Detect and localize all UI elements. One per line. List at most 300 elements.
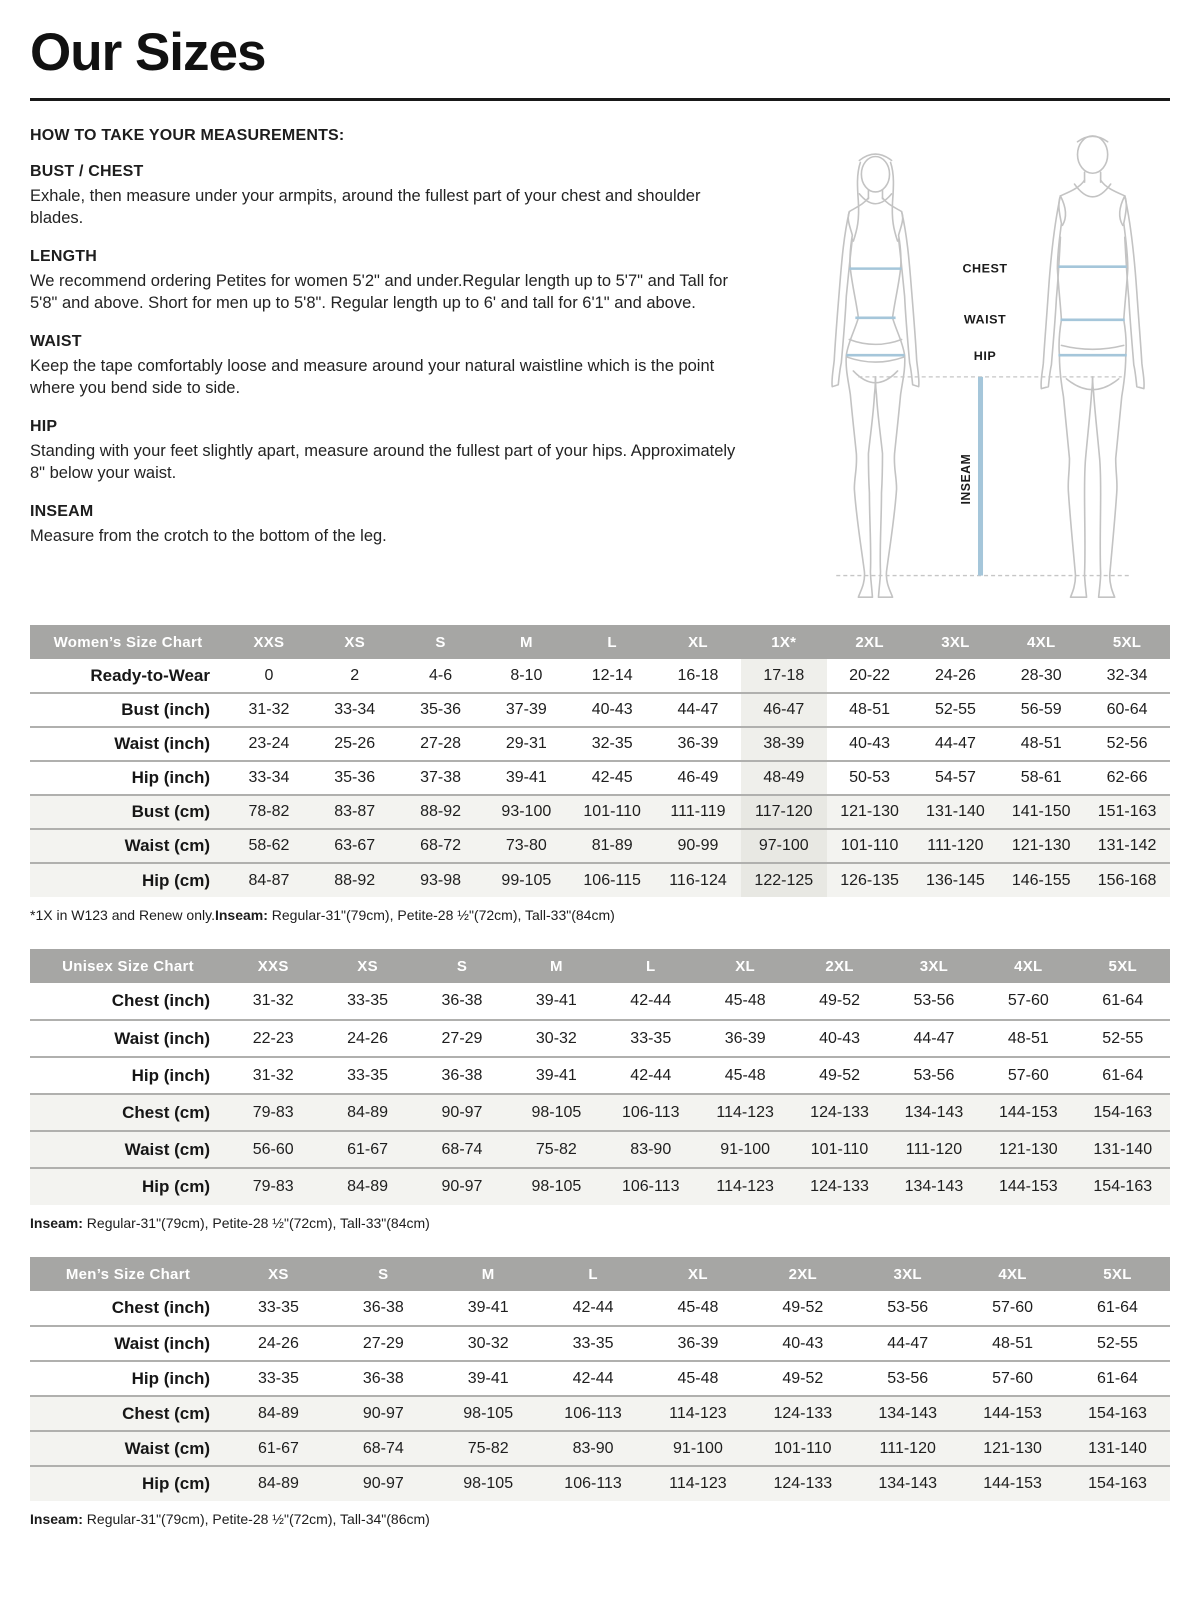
size-cell: 52-55 <box>913 693 999 727</box>
section-body: Measure from the crotch to the bottom of the leg. <box>30 526 387 545</box>
size-cell: 39-41 <box>535 992 577 1009</box>
size-column-header: L <box>604 949 698 983</box>
size-column-header: XS <box>226 1257 331 1291</box>
size-cell: 57-60 <box>960 1361 1065 1396</box>
size-cell: 84-87 <box>226 863 312 897</box>
size-cell: 106-113 <box>541 1466 646 1501</box>
size-cell: 101-110 <box>827 829 913 863</box>
row-label: Hip (inch) <box>30 1361 226 1396</box>
size-column-header: XL <box>698 949 792 983</box>
size-cell: 42-44 <box>541 1361 646 1396</box>
size-cell: 122-125 <box>741 863 827 897</box>
size-cell: 36-38 <box>441 992 483 1009</box>
size-cell: 114-123 <box>646 1396 751 1431</box>
size-cell: 111-120 <box>887 1131 981 1168</box>
size-cell: 33-34 <box>312 693 398 727</box>
size-cell: 53-56 <box>887 1057 981 1094</box>
size-cell: 22-23 <box>226 1020 320 1057</box>
size-cell: 151-163 <box>1084 795 1170 829</box>
row-label: Waist (inch) <box>30 1020 226 1057</box>
size-cell: 40-43 <box>569 693 655 727</box>
size-cell: 144-153 <box>981 1094 1075 1131</box>
row-label: Ready-to-Wear <box>90 665 210 685</box>
size-column-header: 1X* <box>741 625 827 659</box>
size-cell: 52-55 <box>1065 1326 1170 1361</box>
section-waist <box>30 333 767 400</box>
size-cell: 0 <box>264 666 274 684</box>
size-cell: 81-89 <box>569 829 655 863</box>
section-length <box>30 248 767 315</box>
size-cell: 121-130 <box>827 795 913 829</box>
female-top-hem <box>849 339 901 344</box>
size-guide-page <box>0 22 1200 1567</box>
waist-label: WAIST <box>963 312 1007 327</box>
size-cell: 42-44 <box>572 1299 614 1316</box>
size-cell: 79-83 <box>226 1094 320 1131</box>
size-cell: 58-62 <box>226 829 312 863</box>
size-cell: 90-99 <box>655 829 741 863</box>
size-cell: 2 <box>350 666 360 684</box>
size-cell: 31-32 <box>226 1057 320 1094</box>
size-cell: 73-80 <box>483 829 569 863</box>
size-cell: 30-32 <box>509 1020 603 1057</box>
size-cell: 124-133 <box>750 1466 855 1501</box>
section-body: We recommend ordering Petites for women 5'2" and under.Regular length up to 5'7" and Tall for 5'8" and above. Short for men up to 5'8". Regular length up to 6' and tall for 6'1" and above. <box>30 271 728 312</box>
size-cell: 27-28 <box>398 727 484 761</box>
table-title: Men’s Size Chart <box>30 1257 226 1291</box>
measurement-instructions <box>30 127 775 609</box>
table-row <box>30 693 1170 727</box>
size-cell: 29-31 <box>483 727 569 761</box>
size-cell: 144-153 <box>960 1466 1065 1501</box>
size-cell: 75-82 <box>509 1131 603 1168</box>
size-cell: 24-26 <box>226 1326 331 1361</box>
section-title: HIP <box>30 417 58 435</box>
size-cell: 91-100 <box>698 1131 792 1168</box>
size-cell: 31-32 <box>252 992 294 1009</box>
size-cell: 49-52 <box>819 992 860 1009</box>
size-cell: 45-48 <box>646 1361 751 1396</box>
size-cell: 101-110 <box>792 1131 886 1168</box>
table-row <box>30 1396 1170 1431</box>
womens-size-table <box>30 625 1170 897</box>
footnote-inseam: Inseam: Regular-31"(79cm), Petite-28 ½"(72cm), Tall-33"(84cm) <box>30 1215 430 1231</box>
size-cell: 146-155 <box>998 863 1084 897</box>
title-divider <box>30 98 1170 101</box>
size-cell: 35-36 <box>398 693 484 727</box>
size-column-header: 2XL <box>792 949 886 983</box>
size-cell: 114-123 <box>646 1466 751 1501</box>
size-cell: 131-140 <box>1065 1431 1170 1466</box>
row-label: Chest (cm) <box>30 1094 226 1131</box>
size-cell: 52-55 <box>1076 1020 1170 1057</box>
size-cell: 23-24 <box>226 727 312 761</box>
size-cell: 90-97 <box>331 1396 436 1431</box>
size-cell: 48-51 <box>998 727 1084 761</box>
row-label: Bust (cm) <box>30 795 226 829</box>
size-cell: 117-120 <box>741 795 827 829</box>
size-cell: 49-52 <box>782 1299 824 1316</box>
row-label: Chest (cm) <box>30 1396 226 1431</box>
size-column-header: XXS <box>226 625 312 659</box>
size-cell: 48-51 <box>981 1020 1075 1057</box>
size-cell: 121-130 <box>960 1431 1065 1466</box>
unisex-size-table <box>30 949 1170 1205</box>
size-cell: 75-82 <box>436 1431 541 1466</box>
size-cell: 36-38 <box>331 1361 436 1396</box>
size-cell: 93-100 <box>483 795 569 829</box>
footnote-inseam: Inseam: Regular-31"(79cm), Petite-28 ½"(72cm), Tall-33"(84cm) <box>214 907 615 923</box>
row-label: Hip (cm) <box>30 1168 226 1205</box>
size-cell: 53-56 <box>887 1299 929 1316</box>
measurement-diagram <box>788 127 1170 609</box>
howto-heading: HOW TO TAKE YOUR MEASUREMENTS: <box>30 127 345 144</box>
size-cell: 53-56 <box>855 1361 960 1396</box>
size-cell: 68-74 <box>331 1431 436 1466</box>
size-cell: 114-123 <box>698 1094 792 1131</box>
size-cell: 154-163 <box>1065 1466 1170 1501</box>
size-cell: 48-49 <box>741 761 827 795</box>
section-body: Keep the tape comfortably loose and measure around your natural waistline which is the point where you bend side to side. <box>30 356 715 397</box>
size-column-header: S <box>331 1257 436 1291</box>
size-cell: 79-83 <box>226 1168 320 1205</box>
size-cell: 30-32 <box>436 1326 541 1361</box>
size-cell: 49-52 <box>750 1361 855 1396</box>
size-cell: 48-51 <box>827 693 913 727</box>
size-cell: 126-135 <box>827 863 913 897</box>
size-column-header: 5XL <box>1076 949 1170 983</box>
size-cell: 36-39 <box>646 1326 751 1361</box>
table-row <box>30 1094 1170 1131</box>
size-column-header: 4XL <box>998 625 1084 659</box>
size-column-header: 5XL <box>1084 625 1170 659</box>
size-cell: 33-35 <box>604 1020 698 1057</box>
size-cell: 61-67 <box>320 1131 414 1168</box>
size-cell: 39-41 <box>483 761 569 795</box>
size-cell: 98-105 <box>509 1094 603 1131</box>
footnote-1x: *1X in W123 and Renew only. <box>30 907 215 923</box>
row-label: Hip (cm) <box>30 863 226 897</box>
size-cell: 88-92 <box>398 795 484 829</box>
size-cell: 106-113 <box>604 1168 698 1205</box>
size-cell: 144-153 <box>981 1168 1075 1205</box>
size-cell: 84-89 <box>226 1396 331 1431</box>
size-column-header: 5XL <box>1065 1257 1170 1291</box>
size-cell: 154-163 <box>1065 1396 1170 1431</box>
size-cell: 46-47 <box>741 693 827 727</box>
size-cell: 101-110 <box>569 795 655 829</box>
size-cell: 134-143 <box>887 1094 981 1131</box>
size-cell: 24-26 <box>934 666 976 684</box>
table-row <box>30 983 1170 1020</box>
size-cell: 42-44 <box>630 992 672 1009</box>
row-label: Bust (inch) <box>30 693 226 727</box>
table-row <box>30 659 1170 693</box>
size-cell: 121-130 <box>981 1131 1075 1168</box>
unisex-size-chart <box>30 949 1170 1231</box>
table-row <box>30 761 1170 795</box>
row-label: Waist (cm) <box>30 829 226 863</box>
size-cell: 68-74 <box>415 1131 509 1168</box>
section-bust-chest <box>30 163 767 230</box>
table-title: Women’s Size Chart <box>30 625 226 659</box>
size-cell: 57-60 <box>981 1057 1075 1094</box>
size-cell: 84-89 <box>320 1168 414 1205</box>
size-column-header: 3XL <box>887 949 981 983</box>
table-row <box>30 1057 1170 1094</box>
size-cell: 49-52 <box>792 1057 886 1094</box>
size-cell: 33-34 <box>226 761 312 795</box>
size-cell: 106-115 <box>569 863 655 897</box>
size-cell: 53-56 <box>913 992 955 1009</box>
size-cell: 106-113 <box>541 1396 646 1431</box>
size-cell: 61-64 <box>1102 992 1144 1009</box>
row-label: Waist (cm) <box>30 1131 226 1168</box>
size-cell: 84-89 <box>320 1094 414 1131</box>
size-cell: 134-143 <box>887 1168 981 1205</box>
row-label: Waist (inch) <box>30 1326 226 1361</box>
size-column-header: XS <box>312 625 398 659</box>
size-cell: 124-133 <box>792 1094 886 1131</box>
table-row <box>30 727 1170 761</box>
table-row <box>30 863 1170 897</box>
size-cell: 33-35 <box>257 1299 299 1316</box>
size-column-header: S <box>398 625 484 659</box>
size-cell: 57-60 <box>992 1299 1034 1316</box>
size-cell: 83-90 <box>541 1431 646 1466</box>
size-column-header: XL <box>655 625 741 659</box>
womens-footnotes <box>30 897 1170 923</box>
section-hip <box>30 418 767 485</box>
size-cell: 54-57 <box>913 761 999 795</box>
male-figure <box>1041 136 1144 597</box>
size-cell: 124-133 <box>750 1396 855 1431</box>
size-cell: 83-90 <box>604 1131 698 1168</box>
size-cell: 44-47 <box>913 727 999 761</box>
female-figure <box>832 154 919 597</box>
size-column-header: M <box>436 1257 541 1291</box>
size-cell: 78-82 <box>226 795 312 829</box>
size-cell: 114-123 <box>698 1168 792 1205</box>
size-cell: 83-87 <box>312 795 398 829</box>
size-column-header: M <box>509 949 603 983</box>
size-cell: 134-143 <box>855 1396 960 1431</box>
size-cell: 44-47 <box>855 1326 960 1361</box>
size-column-header: 4XL <box>981 949 1075 983</box>
size-cell: 4-6 <box>428 666 453 684</box>
size-cell: 36-39 <box>655 727 741 761</box>
size-cell: 116-124 <box>655 863 741 897</box>
page-title: Our Sizes <box>30 23 266 82</box>
size-cell: 90-97 <box>331 1466 436 1501</box>
size-cell: 33-35 <box>226 1361 331 1396</box>
size-cell: 88-92 <box>312 863 398 897</box>
size-cell: 27-29 <box>331 1326 436 1361</box>
size-cell: 111-120 <box>913 829 999 863</box>
size-cell: 97-100 <box>741 829 827 863</box>
size-cell: 131-140 <box>913 795 999 829</box>
row-label: Chest (inch) <box>111 991 210 1010</box>
size-cell: 124-133 <box>792 1168 886 1205</box>
size-cell: 48-51 <box>960 1326 1065 1361</box>
top-section <box>30 127 1170 609</box>
size-column-header: XXS <box>226 949 320 983</box>
table-row <box>30 1020 1170 1057</box>
size-cell: 154-163 <box>1076 1168 1170 1205</box>
size-cell: 39-41 <box>509 1057 603 1094</box>
size-cell: 63-67 <box>312 829 398 863</box>
size-column-header: 3XL <box>855 1257 960 1291</box>
size-cell: 25-26 <box>312 727 398 761</box>
size-column-header: 4XL <box>960 1257 1065 1291</box>
section-title: INSEAM <box>30 502 94 520</box>
size-cell: 42-44 <box>604 1057 698 1094</box>
size-cell: 45-48 <box>724 992 766 1009</box>
chest-label: CHEST <box>962 261 1008 276</box>
size-cell: 52-56 <box>1084 727 1170 761</box>
size-cell: 28-30 <box>1020 666 1062 684</box>
size-cell: 56-60 <box>226 1131 320 1168</box>
size-cell: 61-67 <box>226 1431 331 1466</box>
size-cell: 60-64 <box>1084 693 1170 727</box>
size-cell: 91-100 <box>646 1431 751 1466</box>
size-cell: 35-36 <box>312 761 398 795</box>
size-cell: 33-35 <box>541 1326 646 1361</box>
size-cell: 50-53 <box>827 761 913 795</box>
section-title: LENGTH <box>30 247 97 265</box>
size-cell: 37-39 <box>483 693 569 727</box>
table-row <box>30 829 1170 863</box>
table-row <box>30 1326 1170 1361</box>
size-cell: 156-168 <box>1084 863 1170 897</box>
size-column-header: L <box>569 625 655 659</box>
section-title: BUST / CHEST <box>30 163 144 180</box>
size-cell: 154-163 <box>1076 1094 1170 1131</box>
size-cell: 98-105 <box>436 1466 541 1501</box>
size-cell: 40-43 <box>827 727 913 761</box>
footnote-inseam: Inseam: Regular-31"(79cm), Petite-28 ½"(72cm), Tall-34"(86cm) <box>30 1511 430 1527</box>
size-cell: 84-89 <box>226 1466 331 1501</box>
section-body: Exhale, then measure under your armpits, around the fullest part of your chest and shoulder blades. <box>30 187 701 227</box>
table-row <box>30 1131 1170 1168</box>
row-label: Hip (cm) <box>30 1466 226 1501</box>
size-cell: 31-32 <box>226 693 312 727</box>
size-cell: 90-97 <box>415 1168 509 1205</box>
size-cell: 44-47 <box>655 693 741 727</box>
size-cell: 98-105 <box>436 1396 541 1431</box>
table-row <box>30 1361 1170 1396</box>
size-cell: 106-113 <box>604 1094 698 1131</box>
size-cell: 42-45 <box>569 761 655 795</box>
size-cell: 61-64 <box>1076 1057 1170 1094</box>
female-brief-band <box>847 357 903 362</box>
size-column-header: 3XL <box>913 625 999 659</box>
size-cell: 111-120 <box>855 1431 960 1466</box>
size-cell: 93-98 <box>398 863 484 897</box>
size-cell: 32-34 <box>1106 666 1148 684</box>
table-row <box>30 795 1170 829</box>
section-title: WAIST <box>30 332 82 350</box>
size-cell: 39-41 <box>467 1299 509 1316</box>
section-inseam <box>30 503 767 548</box>
mens-size-table <box>30 1257 1170 1501</box>
size-cell: 27-29 <box>415 1020 509 1057</box>
size-cell: 44-47 <box>887 1020 981 1057</box>
size-column-header: XS <box>320 949 414 983</box>
size-cell: 90-97 <box>415 1094 509 1131</box>
size-cell: 36-39 <box>698 1020 792 1057</box>
size-cell: 37-38 <box>398 761 484 795</box>
inseam-bar <box>978 377 983 576</box>
table-row <box>30 1431 1170 1466</box>
size-cell: 33-35 <box>320 1057 414 1094</box>
size-cell: 32-35 <box>569 727 655 761</box>
size-cell: 111-119 <box>655 795 741 829</box>
size-cell: 101-110 <box>750 1431 855 1466</box>
size-column-header: L <box>541 1257 646 1291</box>
size-cell: 61-64 <box>1097 1299 1138 1316</box>
size-cell: 20-22 <box>849 666 891 684</box>
size-cell: 24-26 <box>320 1020 414 1057</box>
male-top-hem <box>1061 345 1123 349</box>
unisex-footnotes <box>30 1205 1170 1231</box>
mens-footnotes <box>30 1501 1170 1527</box>
size-cell: 17-18 <box>741 659 827 693</box>
row-label: Waist (inch) <box>30 727 226 761</box>
size-cell: 40-43 <box>750 1326 855 1361</box>
table-title: Unisex Size Chart <box>30 949 226 983</box>
size-cell: 36-38 <box>362 1299 404 1316</box>
size-cell: 61-64 <box>1065 1361 1170 1396</box>
size-cell: 36-38 <box>415 1057 509 1094</box>
table-row <box>30 1168 1170 1205</box>
size-cell: 141-150 <box>998 795 1084 829</box>
size-column-header: S <box>415 949 509 983</box>
size-cell: 131-140 <box>1076 1131 1170 1168</box>
size-cell: 8-10 <box>510 666 543 684</box>
size-cell: 98-105 <box>509 1168 603 1205</box>
row-label: Chest (inch) <box>111 1298 210 1317</box>
size-column-header: XL <box>646 1257 751 1291</box>
size-column-header: 2XL <box>750 1257 855 1291</box>
size-column-header: M <box>483 625 569 659</box>
inseam-label: INSEAM <box>958 453 973 505</box>
size-cell: 131-142 <box>1084 829 1170 863</box>
size-cell: 39-41 <box>436 1361 541 1396</box>
row-label: Hip (inch) <box>30 1057 226 1094</box>
size-cell: 45-48 <box>698 1057 792 1094</box>
row-label: Hip (inch) <box>30 761 226 795</box>
size-cell: 16-18 <box>677 666 719 684</box>
size-cell: 99-105 <box>483 863 569 897</box>
size-cell: 12-14 <box>591 666 633 684</box>
mens-size-chart <box>30 1257 1170 1527</box>
row-label: Waist (cm) <box>30 1431 226 1466</box>
hip-label: HIP <box>973 349 997 364</box>
size-cell: 46-49 <box>655 761 741 795</box>
section-body: Standing with your feet slightly apart, measure around the fullest part of your hips. Approximately 8" below your waist. <box>30 441 736 482</box>
size-cell: 45-48 <box>677 1299 719 1316</box>
size-cell: 56-59 <box>998 693 1084 727</box>
size-cell: 58-61 <box>998 761 1084 795</box>
table-row <box>30 1466 1170 1501</box>
table-row <box>30 1291 1170 1326</box>
size-cell: 33-35 <box>347 992 389 1009</box>
size-cell: 62-66 <box>1084 761 1170 795</box>
size-cell: 68-72 <box>398 829 484 863</box>
womens-size-chart <box>30 625 1170 923</box>
size-cell: 38-39 <box>741 727 827 761</box>
